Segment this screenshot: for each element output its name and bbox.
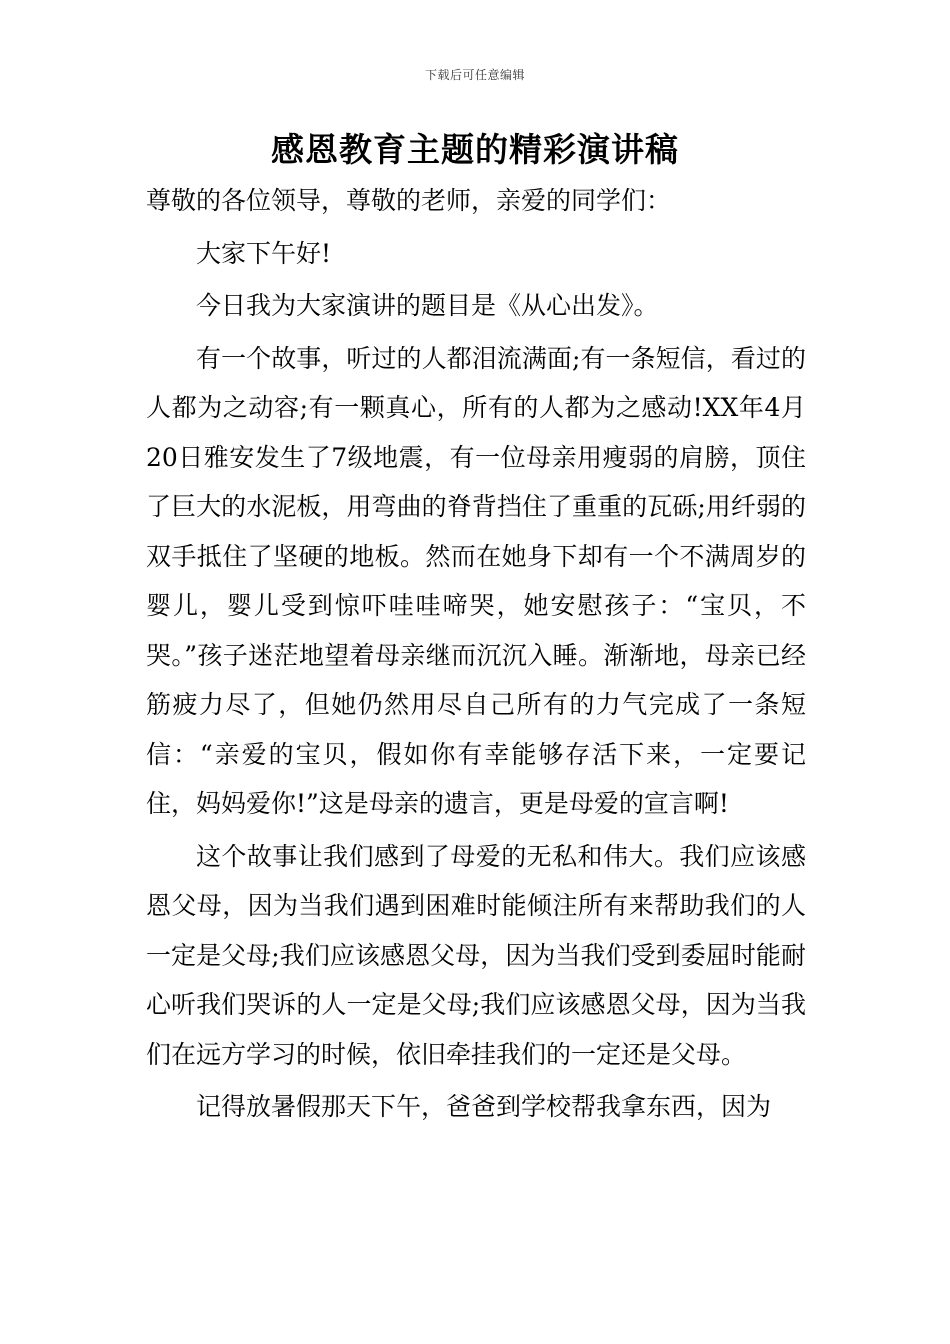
- story-paragraph: 有一个故事，听过的人都泪流满面;有一条短信，看过的人都为之动容;有一颗真心，所有的人都为之感动!XX年4月20日雅安发生了7级地震，有一位母亲用瘦弱的肩膀，顶住了巨大的水泥板，用弯曲的脊背挡住了重重的瓦砾;用纤弱的双手抵住了坚硬的地板。然而在她身下却有一个不满周岁的婴儿，婴儿受到惊吓哇哇啼哭，她安慰孩子：“宝贝，不哭。”孩子迷茫地望着母亲继而沉沉入睡。渐渐地，母亲已经筋疲力尽了，但她仍然用尽自己所有的力气完成了一条短信：“亲爱的宝贝，假如你有幸能够存活下来，一定要记住，妈妈爱你!”这是母亲的遗言，更是母爱的宣言啊!: [146, 343, 806, 818]
- document-title: 感恩教育主题的精彩演讲稿: [271, 130, 679, 169]
- salutation-paragraph: 尊敬的各位领导，尊敬的老师，亲爱的同学们：: [146, 186, 672, 215]
- header-note: 下载后可任意编辑: [424, 68, 525, 82]
- memory-paragraph: 记得放暑假那天下午，爸爸到学校帮我拿东西，因为: [196, 1092, 772, 1121]
- document-body: [146, 176, 806, 1132]
- greeting-paragraph: 大家下午好!: [196, 238, 332, 268]
- topic-paragraph: 今日我为大家演讲的题目是《从心出发》。: [196, 291, 659, 320]
- reflection-paragraph: 这个故事让我们感到了母爱的无私和伟大。我们应该感恩父母，因为当我们遇到困难时能倾注所有来帮助我们的人一定是父母;我们应该感恩父母，因为当我们受到委屈时能耐心听我们哭诉的人一定是父母;我们应该感恩父母，因为当我们在远方学习的时候，依旧牵挂我们的一定还是父母。: [146, 841, 806, 1069]
